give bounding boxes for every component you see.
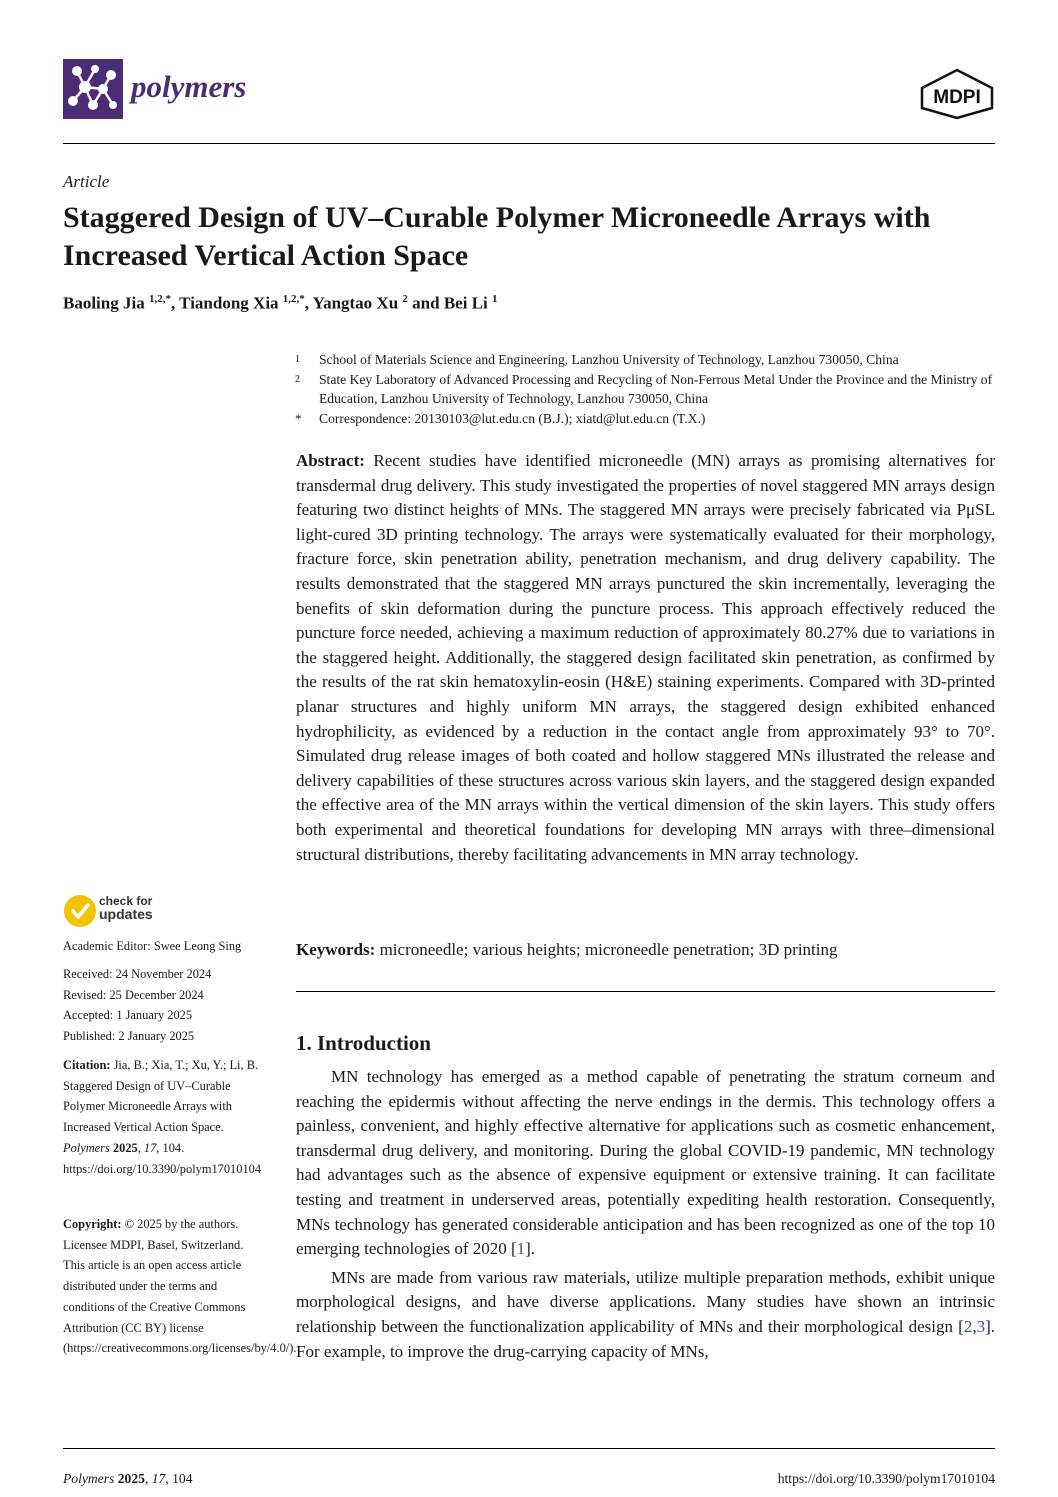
copyright-block — [63, 1214, 297, 1359]
author-name: Yangtao Xu — [312, 293, 399, 313]
section-heading: 1. Introduction — [296, 1031, 431, 1055]
keywords — [296, 940, 995, 960]
abstract — [296, 449, 995, 867]
journal-name: polymers — [131, 69, 247, 104]
footer-citation: Polymers 2025, 17, 104 — [63, 1471, 193, 1486]
citation-text: Jia, B.; Xia, T.; Xu, Y.; Li, B. Staggered Design of UV–Curable Polymer Microneedle Arrays with Increased Vertical Action Space. — [63, 1058, 259, 1135]
author-separator: , — [170, 293, 180, 313]
author-name: Tiandong Xia — [179, 293, 279, 313]
keywords-text: microneedle; various heights; microneedle penetration; 3D printing — [379, 940, 838, 959]
author-separator: , — [304, 293, 313, 313]
check-icon — [63, 894, 97, 928]
publisher-name: MDPI — [933, 87, 981, 108]
received-date: Received: 24 November 2024 — [63, 967, 212, 981]
revised-date: Revised: 25 December 2024 — [63, 987, 204, 1002]
academic-editor: Academic Editor: Swee Leong Sing — [63, 939, 242, 953]
paragraph-text: MN technology has emerged as a method capable of penetrating the stratum corneum and reaching the epidermis without affecting the nerve endings in the dermis. This technology offers a painless, convenient, and highly effective alternative for applications such as cosmetic enhancement, transdermal drug delivery, and monitoring. During the global COVID-19 pandemic, MN technology had advantages such as the absence of expensive equipment or extensive training. It can facilitate testing and treatment in underserved areas, potentially expediting health restoration. Consequently, MNs technology has generated considerable anticipation and has been recognized as one of the top 10 emerging technologies of 2020 [ — [296, 1067, 995, 1259]
footer-doi-link[interactable]: https://doi.org/10.3390/polym17010104 — [777, 1471, 995, 1486]
correspondence-text: Correspondence: 20130103@lut.edu.cn (B.J.); xiatd@lut.edu.cn (T.X.) — [319, 411, 706, 426]
affiliation-text: School of Materials Science and Engineering, Lanzhou University of Technology, Lanzhou 730050, China — [319, 352, 899, 367]
published-date: Published: 2 January 2025 — [63, 1029, 195, 1044]
citation-link[interactable]: 3 — [976, 1316, 986, 1336]
paragraph-text: MNs are made from various raw materials, utilize multiple preparation methods, exhibit unique morphological designs, and have diverse applications. Many studies have shown an intrinsic relationship between the functionalization applicability of MNs and their morphological design [ — [296, 1267, 995, 1336]
correspondence — [295, 409, 1000, 428]
accepted-date: Accepted: 1 January 2025 — [63, 1008, 193, 1023]
paragraph-text: ]. For example, to improve the drug-carrying capacity of MNs, — [296, 1316, 995, 1361]
citation-link[interactable]: 2 — [963, 1316, 973, 1336]
affiliation-1 — [295, 350, 1000, 369]
affiliation-text: State Key Laboratory of Advanced Processing and Recycling of Non-Ferrous Metal Under the Province and the Ministry of Education, Lanzhou University of Technology, Lanzhou 730050, China — [319, 372, 993, 406]
author-name: Baoling Jia — [63, 293, 145, 313]
paragraph-text: ]. — [525, 1239, 536, 1259]
updates-label: updates — [99, 906, 153, 922]
header-rule — [63, 143, 995, 144]
author-name: Bei Li — [443, 293, 488, 313]
paragraph — [296, 1065, 995, 1262]
mdpi-logo — [918, 68, 996, 120]
footer-volume: 17 — [151, 1471, 166, 1486]
citation-link[interactable]: 1 — [516, 1239, 526, 1259]
article-title: Staggered Design of UV–Curable Polymer Microneedle Arrays with Increased Vertical Action Space — [63, 201, 931, 272]
check-for-label: check for — [99, 894, 153, 908]
keywords-label: Keywords: — [296, 940, 376, 959]
paragraph — [296, 1266, 995, 1364]
footer-article-number: , 104 — [165, 1471, 193, 1486]
citation-volume: 17 — [143, 1140, 157, 1155]
copyright-text: © 2025 by the authors. Licensee MDPI, Basel, Switzerland. This article is an open access article distributed under the terms and conditions of the Creative Commons Attribution (CC BY) license (https://creativecommons.org/licenses/by/4.0/). — [63, 1217, 297, 1356]
check-for-updates-badge[interactable] — [63, 893, 193, 929]
author-affil-sup: 1 — [492, 293, 498, 305]
affiliation-mark: 1 — [295, 354, 300, 365]
paragraph-text: , — [972, 1316, 977, 1336]
abstract-label: Abstract: — [296, 451, 365, 470]
article-type: Article — [63, 172, 110, 191]
abstract-rule — [296, 991, 995, 992]
author-affil-sup: 1,2,* — [282, 293, 305, 305]
author-list — [63, 293, 498, 314]
copyright-label: Copyright: — [63, 1217, 122, 1231]
correspondence-mark: * — [295, 411, 302, 426]
citation-year: 2025 — [112, 1140, 138, 1155]
polymers-journal-logo — [63, 59, 123, 119]
citation-label: Citation: — [63, 1058, 111, 1072]
author-affil-sup: 2 — [402, 293, 408, 305]
citation-journal: Polymers — [63, 1140, 110, 1155]
affiliation-2 — [295, 370, 1000, 408]
author-affil-sup: 1,2,* — [148, 293, 171, 305]
citation-doi[interactable]: , 104. https://doi.org/10.3390/polym17010104 — [63, 1140, 262, 1176]
author-and: and — [407, 293, 444, 313]
footer-journal: Polymers — [63, 1471, 115, 1486]
citation-block: Citation: Jia, B.; Xia, T.; Xu, Y.; Li, B. Staggered Design of UV–Curable Polymer Microneedle Arrays with Increased Vertical Action Space. Polymers 2025, 17, 104. https://doi.org/10.3390/polym17010104 — [63, 1058, 262, 1176]
introduction-body — [296, 1065, 995, 1364]
affiliation-mark: 2 — [295, 374, 300, 385]
footer-year: 2025 — [117, 1471, 145, 1486]
abstract-text: Recent studies have identified microneedle (MN) arrays as promising alternatives for transdermal drug delivery. This study investigated the properties of novel staggered MN arrays design featuring two distinct heights of MNs. The staggered MN arrays were precisely fabricated via PμSL light-cured 3D printing technology. The arrays were systematically evaluated for their morphology, fracture force, skin penetration ability, penetration mechanism, and drug delivery capability. The results demonstrated that the staggered MN arrays punctured the skin incrementally, leveraging the benefits of skin deformation during the puncture process. This approach effectively reduced the puncture force needed, achieving a maximum reduction of approximately 80.27% due to variations in the staggered height. Additionally, the staggered design facilitated skin penetration, as confirmed by the results of the rat skin hematoxylin-eosin (H&E) staining experiments. Compared with 3D-printed planar structures and highly uniform MN arrays, the staggered design exhibited enhanced hydrophilicity, as evidenced by a reduction in the contact angle from approximately 93° to 70°. Simulated drug release images of both coated and hollow staggered MNs illustrated the release and delivery capabilities of these structures across various skin layers, and the staggered design expanded the effective area of the MN arrays within the vertical dimension of the skin layers. This study offers both experimental and theoretical foundations for developing MN arrays with three–dimensional structural distributions, thereby facilitating advancements in MN array technology. — [296, 451, 996, 864]
history-dates — [63, 964, 273, 1047]
footer-rule — [63, 1448, 995, 1449]
